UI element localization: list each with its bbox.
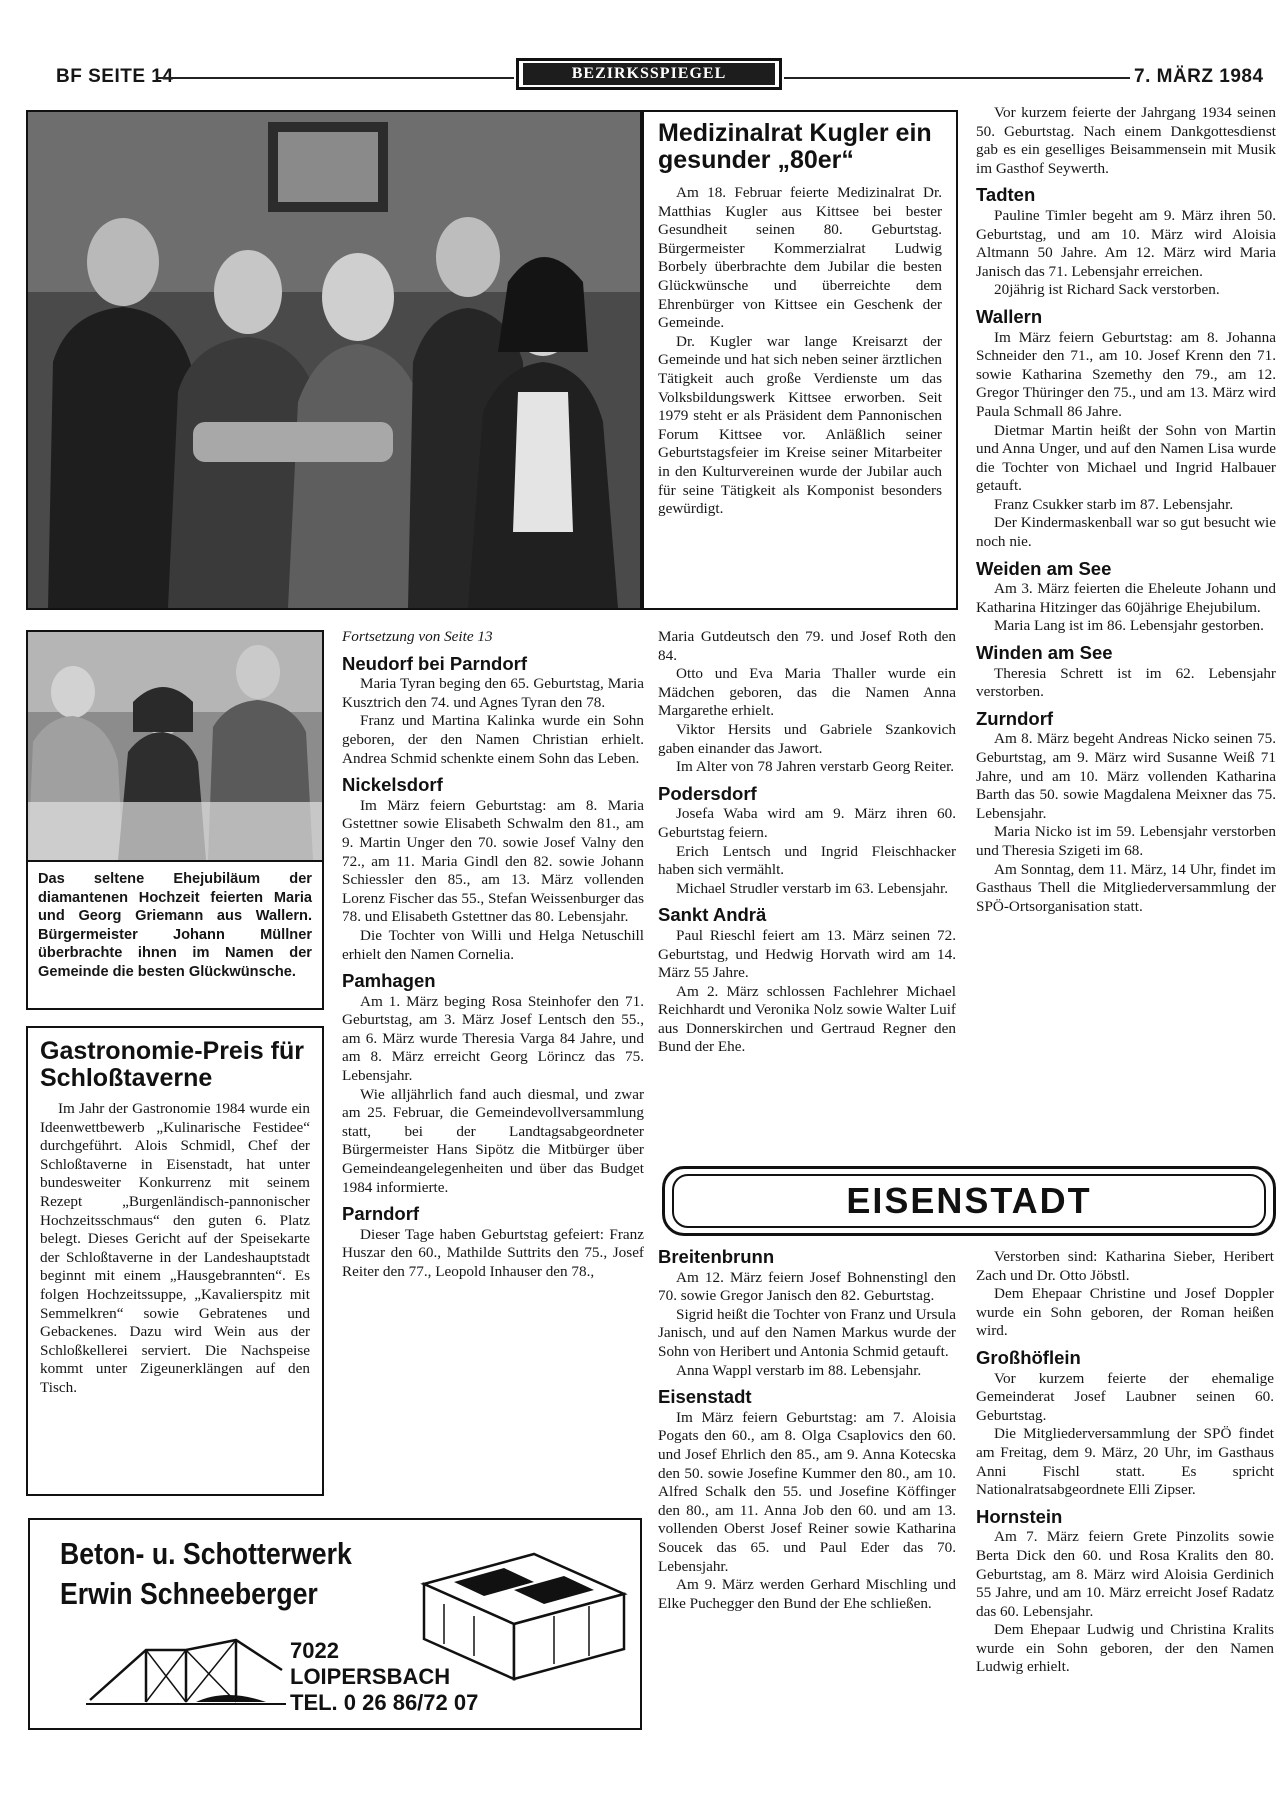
section-heading-parndorf: Parndorf [342,1203,420,1225]
paragraph: 20jährig ist Richard Sack verstorben. [994,281,1220,299]
page-label: BF SEITE 14 [56,66,174,87]
paragraph: Anna Wappl verstarb im 88. Lebensjahr. [676,1361,922,1379]
advertisement-schneeberger [28,1518,642,1730]
eisenstadt-banner [662,1166,1276,1236]
paragraph: Am 9. März werden Gerhard Mischling und Elke Puchegger den Bund der Ehe schließen. [658,1576,956,1612]
paragraph: Am 1. März beging Rosa Steinhofer den 71. Geburtstag, am 3. März Josef Lentsch den 55., am 6. März wurde Theresia Varga 84 Jahre, und am 8. März erreicht Georg Lörincz das 75. Lebensjahr. [342,992,644,1085]
ad-zip: 7022 [290,1638,339,1663]
paragraph: Vor kurzem feierte der ehemalige Gemeinderat Josef Laubner seinen 60. Geburtstag. [976,1369,1274,1424]
paragraph: Am 8. März begeht Andreas Nicko seinen 75. Geburtstag, am 9. März wird Susanne Weiß 71 Jahre, und am 10. März vollenden Katharina Barth das 50. sowie Magdalena Meixner das 75. Lebensjahr. [976,730,1276,822]
eisenstadt-banner-label: EISENSTADT [672,1174,1266,1228]
kugler-paragraph: Am 18. Februar feierte Medizinalrat Dr. Matthias Kugler aus Kittsee bei bester Gesundheit seinen 80. Geburtstag. Bürgermeister Kommerzialrat Ludwig Borbely überbrachte dem Jubilar die besten Glückwünsche und überreichte dem Ehrenbürger von Kittsee ein Geschenk der Gemeinde. [658,184,942,332]
photo-griemann-image [28,632,322,860]
paragraph: Dem Ehepaar Ludwig und Christina Kralits wurde ein Sohn geboren, der den Namen Ludwig erhielt. [976,1621,1274,1676]
paragraph: Im Alter von 78 Jahren verstarb Georg Reiter. [676,758,955,776]
paragraph: Am 3. März feierten die Eheleute Johann und Katharina Hitzinger das 60jährige Ehejubilum. [976,580,1276,616]
paragraph: Verstorben sind: Katharina Sieber, Heribert Zach und Dr. Otto Jöbstl. [976,1248,1274,1284]
column-right-top [976,104,1276,916]
header-rule-right [784,77,1130,79]
section-heading-wallern: Wallern [976,305,1043,327]
header-rule-left [156,77,514,79]
section-heading-zurndorf: Zurndorf [976,707,1054,729]
ad-company-line-2: Erwin Schneeberger [60,1576,318,1611]
kugler-article [642,110,958,610]
paragraph: Am 12. März feiern Josef Bohnenstingl den 70. sowie Gregor Janisch den 82. Geburtstag. [658,1268,956,1305]
paragraph: Maria Tyran beging den 65. Geburtstag, Maria Kusztrich den 74. und Agnes Tyran den 78. [342,675,644,711]
lead-paragraph: Vor kurzem feierte der Jahrgang 1934 seinen 50. Geburtstag. Nach einem Dankgottesdienst gab es ein geselliges Beisammensein mit Musik im Gasthof Seywerth. [976,104,1276,177]
section-heading-nickelsdorf: Nickelsdorf [342,774,443,796]
paragraph: Paul Rieschl feiert am 13. März seinen 72. Geburtstag, und Hedwig Horvath wird am 14. März 55 Jahre. [658,926,956,982]
section-heading-pamhagen: Pamhagen [342,970,436,992]
paragraph: Der Kindermaskenball war so gut besucht wie noch nie. [976,514,1276,551]
paragraph: Dieser Tage haben Geburtstag gefeiert: Franz Huszar den 60., Mathilde Suttrits den 75., Josef Reiter den 77., Leopold Inhauser den 78., [342,1225,644,1280]
paragraph: Im März feiern Geburtstag: am 8. Johanna Schneider den 71., am 10. Josef Krenn den 71. sowie Katharina Szemethy den 79., am 12. Gregor Thüringer den 75., und am 13. März wird Paula Schmall 86 Jahre. [976,328,1276,420]
section-heading-hornstein: Hornstein [976,1505,1063,1527]
ad-city: LOIPERSBACH [290,1664,451,1689]
gastro-article [26,1026,324,1496]
paragraph: Dem Ehepaar Christine und Josef Doppler wurde ein Sohn geboren, der Roman heißen wird. [976,1285,1274,1340]
section-heading-neudorf: Neudorf bei Parndorf [342,652,528,674]
kugler-headline: Medizinalrat Kugler ein gesunder „80er“ [658,119,932,174]
paragraph: Franz und Martina Kalinka wurde ein Sohn geboren, der den Namen Christian erhielt. Andrea Schmid schenkte einem Sohn das Leben. [342,712,644,767]
gastro-body [40,1100,310,1398]
paragraph: Wie alljährlich fand auch diesmal, und zwar am 25. Februar, die Gemeindevollversammlung statt, bei der Landtagsabgeordneter Bürgermeister Hans Sipötz die Mitbürger über Gemeindeangelegenheiten und über das Budget 1984 informierte. [342,1085,644,1196]
section-heading-eisenstadt: Eisenstadt [658,1386,752,1408]
paragraph: Maria Nicko ist im 59. Lebensjahr verstorben und Theresia Szigeti im 68. [976,823,1276,859]
gastro-paragraph: Im Jahr der Gastronomie 1984 wurde ein Ideenwettbewerb „Kulinarische Festidee“ durchgeführt. Alois Schmidl, Chef der Schloßtaverne in Eisenstadt, hat unter bundesweiter Konkurrenz mit seinem Rezept „Burgenländisch-pannonischer Hochzeitsschmaus“ den guten 6. Platz belegt. Dieses Gericht auf der Speisekarte der Schloßtaverne in der Landeshauptstadt beginnt mit einem „Hausgebrannten“. Es folgen Hochzeitssuppe, „Kavalierspitz mit Semmelkren“ sowie Gebratenes und Gebackenes. Dazu wird Wein aus der Schloßkellerei serviert. Die Nachspeise kommt unter Zigeunerklängen auf den Tisch. [40,1100,310,1396]
paragraph: Die Tochter von Willi und Helga Netuschill erhielt den Namen Cornelia. [342,926,644,963]
paragraph: Otto und Eva Maria Thaller wurde ein Mädchen geboren, das die Namen Anna Margarethe erhielt. [658,665,956,720]
section-heading-breitenbrunn: Breitenbrunn [658,1246,775,1267]
paragraph: Maria Lang ist im 86. Lebensjahr gestorben. [994,617,1264,635]
gastro-headline: Gastronomie-Preis für Schloßtaverne [40,1037,304,1092]
paragraph: Sigrid heißt die Tochter von Franz und Ursula Janisch, und auf den Namen Markus wurde der Sohn von Heribert und Antonia Schmid getauft. [658,1305,956,1360]
paragraph: Am 7. März feiern Grete Pinzolits sowie Berta Dick den 60. und Rosa Kralits den 80. Geburtstag, am 8. März wird Aloisia Gerdinich 55 Jahre, und am 10. März erreicht Josef Radatz das 60. Lebensjahr. [976,1528,1274,1620]
paragraph: Theresia Schrett ist im 62. Lebensjahr verstorben. [976,664,1276,701]
paragraph: Die Mitgliederversammlung der SPÖ findet am Freitag, dem 9. März, 20 Uhr, im Gasthaus Anni Fischl statt. Es spricht Nationalratsabgeordnete Elli Zipser. [976,1425,1274,1499]
paragraph: Dietmar Martin heißt der Sohn von Martin und Anna Unger, und auf den Namen Lisa wurde die Tochter von Michael und Ingrid Halbauer getauft. [976,421,1276,495]
column-2 [342,628,644,1282]
paragraph: Erich Lentsch und Ingrid Fleischhacker haben sich vermählt. [658,842,956,879]
griemann-photo-box [26,630,324,1010]
continuation-note: Fortsetzung von Seite 13 [342,628,493,645]
eisenstadt-column-2 [976,1248,1274,1677]
photo-kugler-image [28,112,640,608]
photo-caption: Das seltene Ehejubiläum der diamantenen Hochzeit feierten Maria und Georg Griemann aus Wallern. Bürgermeister Johann Müllner überbrachte ihnen im Namen der Gemeinde die besten Glückwünsche. [38,871,312,980]
paragraph: Im März feiern Geburtstag: am 8. Maria Gstettner sowie Elisabeth Schwalm den 81., am 9. Martin Unger den 70. sowie Josef Valny den 72., am 11. Maria Gindl den 82. sowie Johann Schiessler den 85., am 13. März vollenden Lorenz Fischer das 55., Stefan Weissenburger das 78. und Elisabeth Gstettner das 80. Lebensjahr. [342,796,644,926]
eisenstadt-column-1 [658,1246,956,1613]
section-heading-sankt-andrae: Sankt Andrä [658,904,767,926]
issue-date: 7. MÄRZ 1984 [1134,66,1264,87]
paragraph: Pauline Timler begeht am 9. März ihren 50. Geburtstag, und am 10. März wird Aloisia Altmann 50 Jahre. Am 12. März wird Maria Janisch das 71. Lebensjahr erreichen. [976,206,1276,280]
section-heading-podersdorf: Podersdorf [658,782,757,804]
kugler-body [658,184,942,519]
section-heading-winden: Winden am See [976,642,1113,664]
paragraph: Am 2. März schlossen Fachlehrer Michael Reichhardt und Veronika Nolz sowie Walter Luif aus Donnerskirchen und Gertraud Regner den Bund der Ehe. [658,982,956,1056]
gravel-plant-icon [86,1630,286,1710]
section-heading-weiden: Weiden am See [976,557,1112,579]
paragraph: Franz Csukker starb im 87. Lebensjahr. [994,495,1234,513]
kugler-paragraph: Dr. Kugler war lange Kreisarzt der Gemeinde und hat sich neben seiner ärztlichen Tätigkeit auch große Verdienste um das Volksbildungswerk Kittsee erworben. Seit 1979 steht er als Präsident dem Pannonischen Forum Kittsee vor. Anläßlich seiner Geburtstagsfeier im Kreise seiner Mitarbeiter in den Kulturvereinen wurde der Jubilar auch für seine Tätigkeit als Komponist besonders gewürdigt. [658,332,942,518]
paragraph: Michael Strudler verstarb im 63. Lebensjahr. [676,879,949,897]
column-3 [658,628,956,1057]
ad-company-line-1: Beton- u. Schotterwerk [60,1536,352,1571]
photo-kugler [26,110,642,610]
ad-phone: TEL. 0 26 86/72 07 [290,1690,479,1715]
photo-griemann [28,632,322,862]
section-label-box [516,58,782,90]
concrete-block-icon [414,1544,634,1684]
paragraph: Viktor Hersits und Gabriele Szankovich gaben einander das Jawort. [658,720,956,757]
section-heading-tadten: Tadten [976,184,1036,206]
section-heading-grosshoeflein: Großhöflein [976,1346,1081,1368]
section-label: BEZIRKSSPIEGEL [523,63,775,85]
paragraph: Josefa Waba wird am 9. März ihren 60. Geburtstag feiern. [658,805,956,841]
paragraph: Im März feiern Geburtstag: am 7. Aloisia Pogats den 60., am 8. Olga Csaplovics den 60. und Josef Ehrlich den 85., am 9. Anna Kotecska den 50. sowie Josefine Kummer den 80., am 10. Alfred Schalk den 55. und Josefine Köffinger den 80., am 11. Anna Job den 60. und am 13. vollenden Oberst Josef Reiner sowie Katharina Soucek das 65. und Paul Eder das 70. Lebensjahr. [658,1408,956,1575]
paragraph: Am Sonntag, dem 11. März, 14 Uhr, findet im Gasthaus Thell die Mitgliederversammlung der SPÖ-Ortsorganisation statt. [976,860,1276,915]
paragraph: Maria Gutdeutsch den 79. und Josef Roth den 84. [658,628,956,664]
